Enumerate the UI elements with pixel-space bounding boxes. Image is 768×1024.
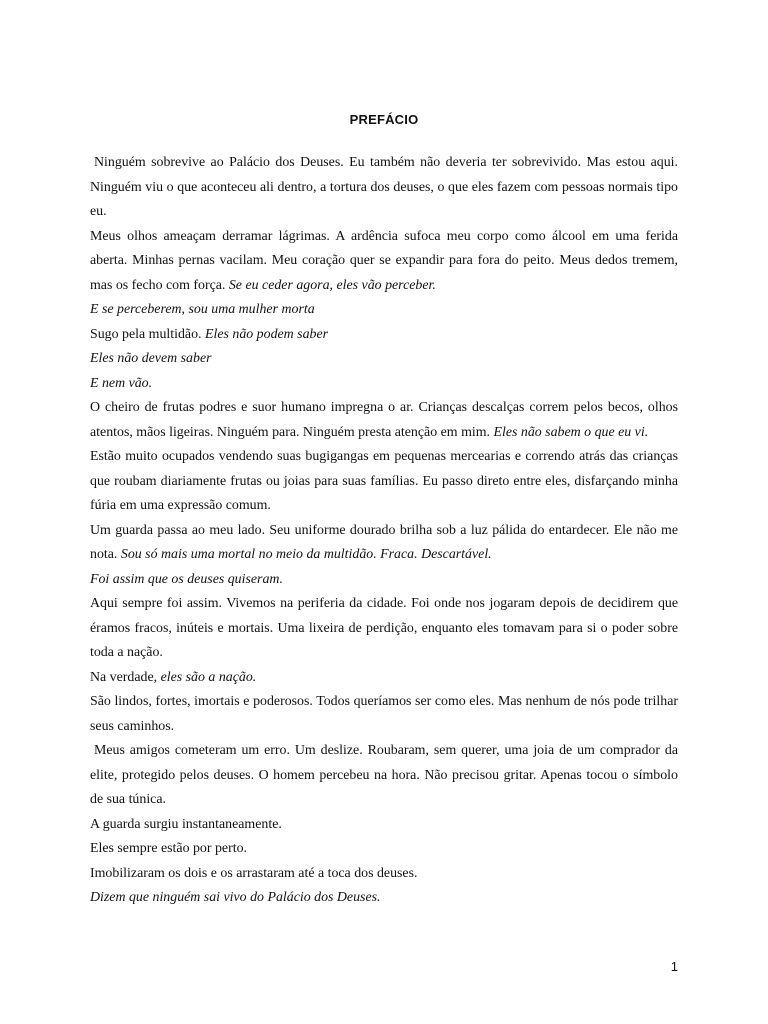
text-run: Na verdade, [90, 669, 161, 685]
text-run: São lindos, fortes, imortais e poderosos. Todos queríamos ser como eles. Mas nenhum de nós pode trilhar seus caminhos. [90, 694, 678, 734]
italic-text-run: E nem vão. [90, 375, 153, 391]
text-run: Estão muito ocupados vendendo suas bugigangas em pequenas mercearias e correndo atrás das crianças que roubam diariamente frutas ou joias para suas famílias. Eu passo direto entre eles, disfarçando minha fúria em uma expressão comum. [90, 449, 678, 513]
text-run: Meus amigos cometeram um erro. Um deslize. Roubaram, sem querer, uma joia de um comprador da elite, protegido pelos deuses. O homem percebeu na hora. Não precisou gritar. Apenas tocou o símbolo de sua túnica. [90, 743, 678, 807]
italic-text-run: Eles não sabem o que eu vi. [493, 424, 649, 440]
paragraph [90, 592, 678, 666]
text-run: Sugo pela multidão. [90, 326, 205, 342]
paragraph [90, 298, 678, 323]
paragraph [90, 886, 678, 911]
italic-text-run: Foi assim que os deuses quiseram. [90, 571, 283, 587]
paragraph [90, 151, 678, 225]
text-run: Eles sempre estão por perto. [90, 841, 247, 856]
text-run: Imobilizaram os dois e os arrastaram até a toca dos deuses. [90, 865, 418, 881]
paragraph [90, 568, 678, 593]
page-number: 1 [670, 959, 678, 974]
italic-text-run: Eles não podem saber [204, 326, 329, 342]
paragraph [90, 862, 678, 887]
text-run: A guarda surgiu instantaneamente. [90, 816, 282, 832]
paragraph [90, 372, 678, 397]
italic-text-run: Se eu ceder agora, eles vão perceber. [228, 277, 436, 293]
text-run: Meus olhos ameaçam derramar lágrimas. A ardência sufoca meu corpo como álcool em uma ferida aberta. Minhas pernas vacilam. Meu coração quer se expandir para fora do peito. Meus dedos tremem, mas os fecho com força. [90, 228, 678, 293]
paragraph [90, 837, 678, 862]
italic-text-run: Eles não devem saber [90, 351, 212, 366]
paragraph [90, 739, 678, 813]
text-run: Aqui sempre foi assim. Vivemos na periferia da cidade. Foi onde nos jogaram depois de decidirem que éramos fracos, inúteis e mortais. Uma lixeira de perdição, enquanto eles tomavam para si o poder sobre toda a nação. [90, 596, 678, 660]
paragraph [90, 690, 678, 739]
paragraph [90, 445, 678, 519]
text-run: O cheiro de frutas podres e suor humano impregna o ar. Crianças descalças correm pelos becos, olhos atentos, mãos ligeiras. Ninguém para. Ninguém presta atenção em mim. [90, 400, 678, 440]
paragraph [90, 396, 678, 445]
italic-text-run: Dizem que ninguém sai vivo do Palácio dos Deuses. [90, 890, 381, 905]
italic-text-run: eles são a nação. [160, 669, 257, 685]
text-run: Um guarda passa ao meu lado. Seu uniforme dourado brilha sob a luz pálida do entardecer. Ele não me nota. [90, 522, 678, 562]
paragraph [90, 347, 678, 372]
paragraph [90, 666, 678, 691]
paragraph [90, 813, 678, 838]
paragraph [90, 323, 678, 348]
text-run: Ninguém sobrevive ao Palácio dos Deuses. Eu também não deveria ter sobrevivido. Mas estou aqui. Ninguém viu o que aconteceu ali dentro, a tortura dos deuses, o que eles fazem com pessoas normais tipo eu. [90, 155, 678, 219]
document-body [90, 151, 678, 911]
italic-text-run: Sou só mais uma mortal no meio da multidão. Fraca. Descartável. [120, 547, 492, 562]
page-title: PREFÁCIO [349, 112, 419, 127]
paragraph [90, 519, 678, 568]
italic-text-run: E se perceberem, sou uma mulher morta [90, 302, 315, 317]
paragraph [90, 225, 678, 299]
